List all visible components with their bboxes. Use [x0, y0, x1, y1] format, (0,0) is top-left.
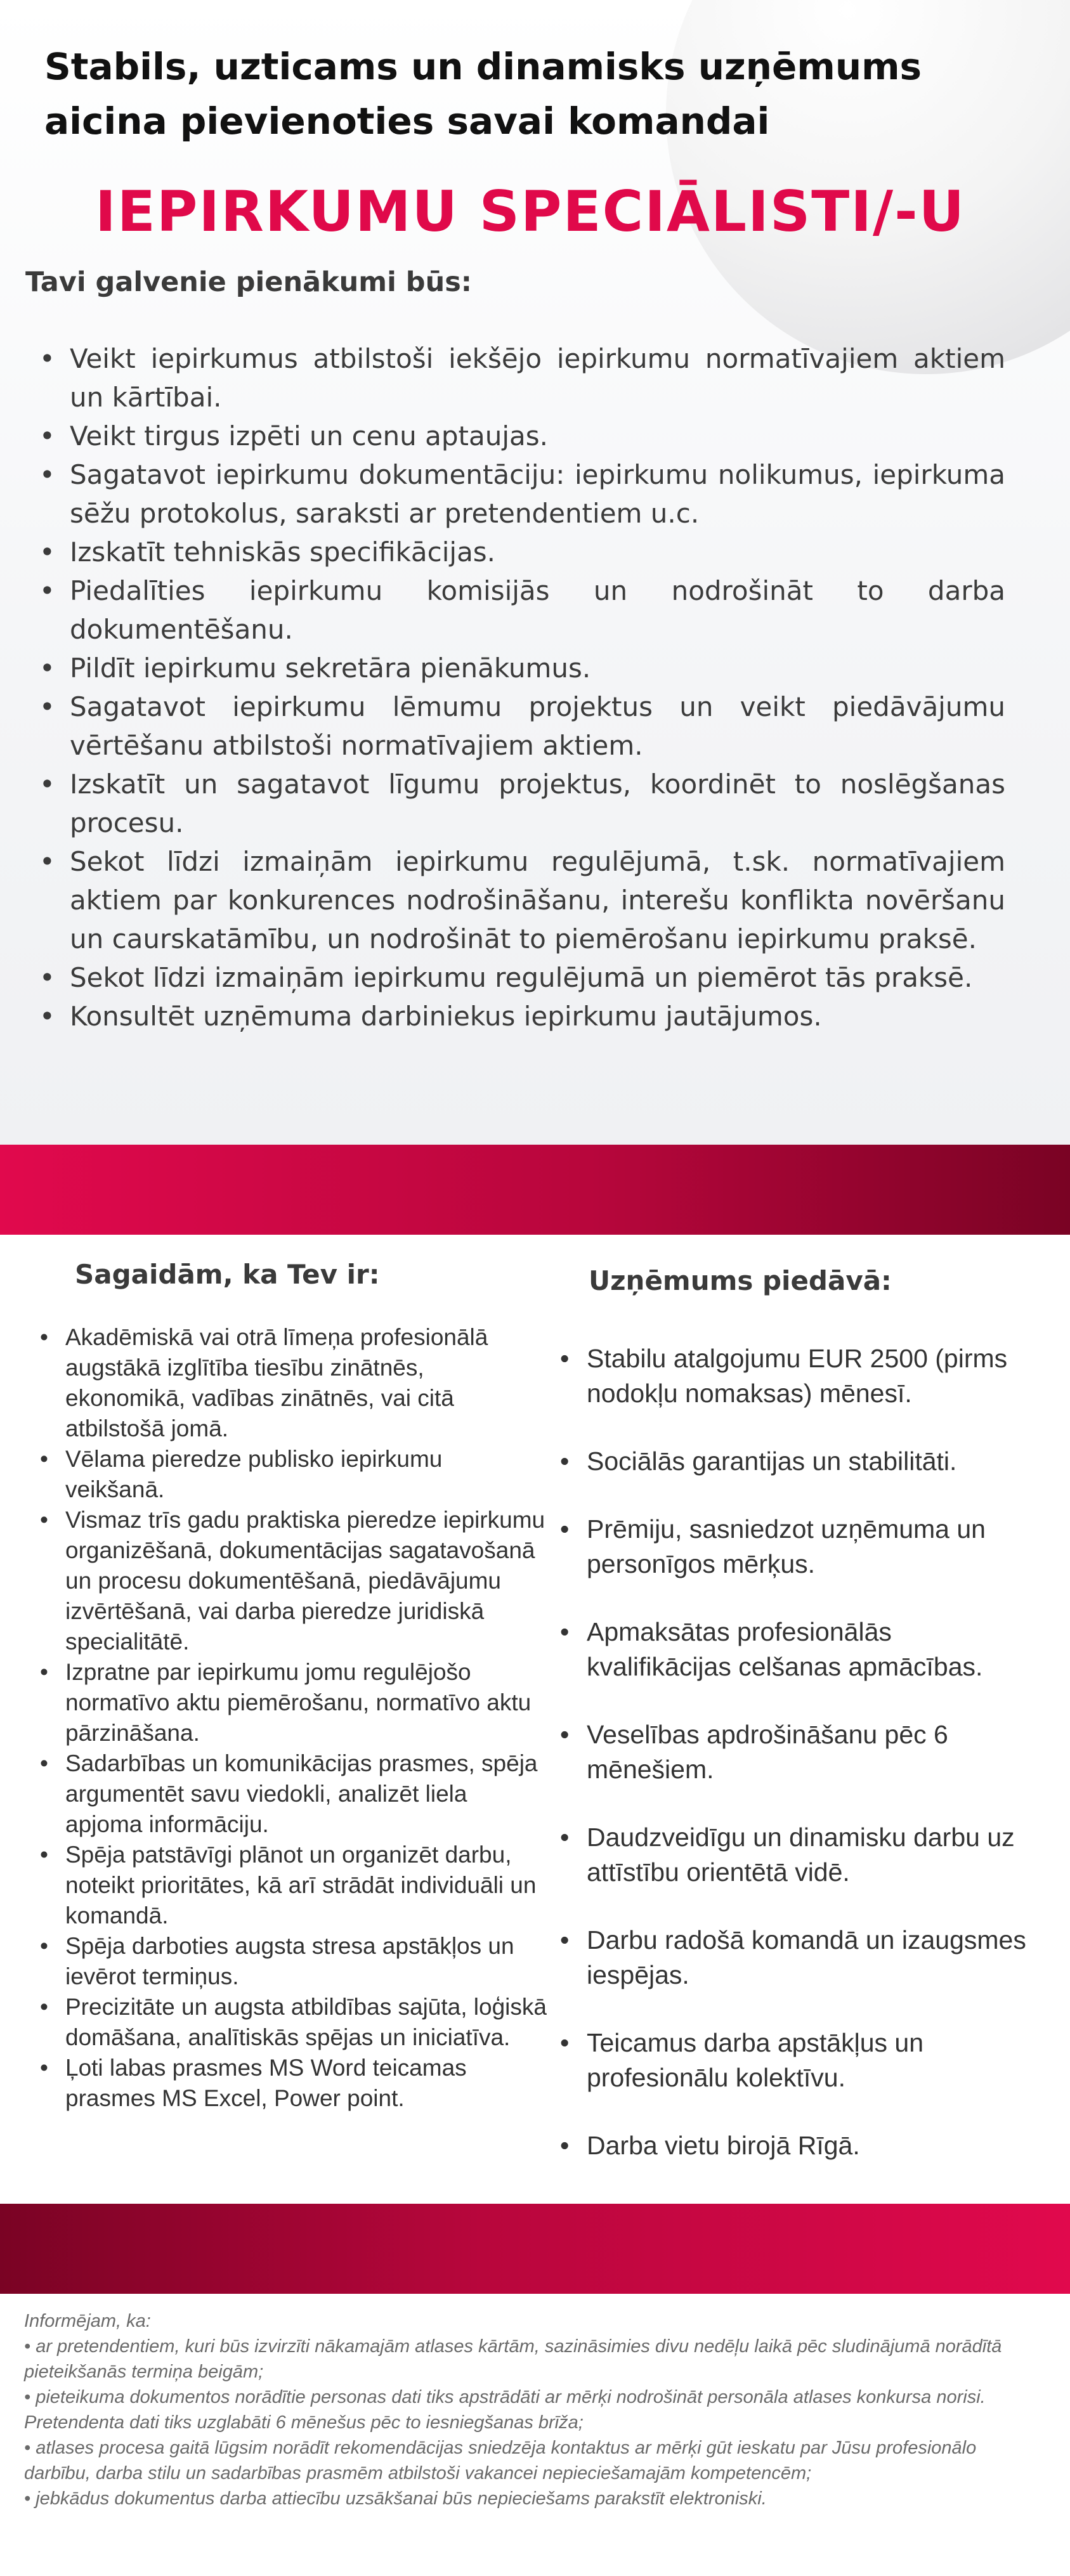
duties-list	[70, 339, 1005, 1036]
requirement-item: • Vismaz trīs gadu praktiska pieredze iepirkumu organizēšanā, dokumentācijas sagatavošanā un procesu dokumentēšanā, piedāvājumu izvērtēšanā, vai darba pieredze juridiskā specialitātē.	[65, 1505, 547, 1657]
notice-line: • atlases procesa gaitā lūgsim norādīt rekomendācijas sniedzēja kontaktus ar mērķi gūt ieskatu par Jūsu profesionālo darbību, darba stilu un sadarbības prasmēm atbilstoši vakancei nepieciešamajām kompetencēm;	[24, 2438, 977, 2483]
requirement-item: • Spēja darboties augsta stresa apstākļos un ievērot termiņus.	[65, 1931, 547, 1992]
duty-item: • Sekot līdzi izmaiņām iepirkumu regulējumā un piemērot tās praksē.	[70, 958, 1005, 997]
requirements-list	[65, 1322, 547, 2114]
header-section	[0, 0, 1070, 1145]
offer-item: • Darba vietu birojā Rīgā.	[587, 2128, 1043, 2163]
privacy-notice	[24, 2308, 1045, 2511]
offer-item: • Sociālās garantijas un stabilitāti.	[587, 1444, 1043, 1479]
duty-item: • Veikt tirgus izpēti un cenu aptaujas.	[70, 417, 1005, 455]
duty-item: • Piedalīties iepirkumu komisijās un nodrošināt to darba dokumentēšanu.	[70, 571, 1005, 649]
notice-line: • pieteikuma dokumentos norādītie personas dati tiks apstrādāti ar mērķi nodrošināt personāla atlases konkursa norisi. Pretendenta dati tiks uzglabāti 6 mēnešus pēc to iesniegšanas brīža;	[24, 2387, 986, 2433]
divider-band-bottom	[0, 2204, 1070, 2294]
notice-line: • ar pretendentiem, kuri būs izvirzīti nākamajām atlases kārtām, sazināsimies divu nedēļu laikā pēc sludinājumā norādītā pieteikšanās termiņa beigām;	[24, 2336, 1002, 2382]
duty-item: • Sekot līdzi izmaiņām iepirkumu regulējumā, t.sk. normatīvajiem aktiem par konkurences nodrošināšanu, interešu konflikta novēršanu un caurskatāmību, un nodrošināt to piemērošanu iepirkumu praksē.	[70, 842, 1005, 958]
requirements-heading: Sagaidām, ka Tev ir:	[75, 1259, 380, 1290]
offer-item: • Prēmiju, sasniedzot uzņēmuma un personīgos mērķus.	[587, 1512, 1043, 1582]
duties-heading: Tavi galvenie pienākumi būs:	[25, 266, 472, 298]
requirement-item: • Precizitāte un augsta atbildības sajūta, loģiskā domāšana, analītiskās spējas un iniciatīva.	[65, 1992, 547, 2053]
requirement-item: • Izpratne par iepirkumu jomu regulējošo normatīvo aktu piemērošanu, normatīvo aktu pārzināšana.	[65, 1657, 547, 1748]
duty-item: • Pildīt iepirkumu sekretāra pienākumus.	[70, 649, 1005, 687]
duty-item: • Izskatīt tehniskās specifikācijas.	[70, 533, 1005, 571]
requirement-item: • Spēja patstāvīgi plānot un organizēt darbu, noteikt prioritātes, kā arī strādāt individuāli un komandā.	[65, 1840, 547, 1931]
notice-intro: Informējam, ka:	[24, 2311, 151, 2331]
duty-item: • Izskatīt un sagatavot līgumu projektus, koordinēt to noslēgšanas procesu.	[70, 765, 1005, 842]
offer-item: • Daudzveidīgu un dinamisku darbu uz attīstību orientētā vidē.	[587, 1820, 1043, 1890]
notice-line: • jebkādus dokumentus darba attiecību uzsākšanai būs nepieciešams parakstīt elektroniski.	[24, 2488, 767, 2509]
offer-heading: Uzņēmums piedāvā:	[589, 1265, 892, 1296]
duty-item: • Konsultēt uzņēmuma darbiniekus iepirkumu jautājumos.	[70, 997, 1005, 1036]
duty-item: • Sagatavot iepirkumu lēmumu projektus un veikt piedāvājumu vērtēšanu atbilstoši normatīvajiem aktiem.	[70, 687, 1005, 765]
position-title: IEPIRKUMU SPECIĀLISTI/-U	[95, 179, 966, 244]
offer-item: • Apmaksātas profesionālās kvalifikācijas celšanas apmācības.	[587, 1615, 1043, 1684]
divider-band-top	[0, 1145, 1070, 1235]
offer-item: • Stabilu atalgojumu EUR 2500 (pirms nodokļu nomaksas) mēnesī.	[587, 1341, 1043, 1411]
requirement-item: • Akadēmiskā vai otrā līmeņa profesionālā augstākā izglītība tiesību zinātnēs, ekonomikā, vadības zinātnēs, vai citā atbilstošā jomā.	[65, 1322, 547, 1444]
offer-item: • Veselības apdrošināšanu pēc 6 mēnešiem.	[587, 1717, 1043, 1787]
offer-item: • Teicamus darba apstākļus un profesionālu kolektīvu.	[587, 2026, 1043, 2095]
offer-item: • Darbu radošā komandā un izaugsmes iespējas.	[587, 1923, 1043, 1993]
offer-list	[587, 1341, 1043, 2196]
duty-item: • Veikt iepirkumus atbilstoši iekšējo iepirkumu normatīvajiem aktiem un kārtībai.	[70, 339, 1005, 417]
headline: Stabils, uzticams un dinamisks uzņēmums aicina pievienoties savai komandai	[44, 45, 922, 143]
duty-item: • Sagatavot iepirkumu dokumentāciju: iepirkumu nolikumus, iepirkuma sēžu protokolus, saraksti ar pretendentiem u.c.	[70, 455, 1005, 533]
requirement-item: • Ļoti labas prasmes MS Word teicamas prasmes MS Excel, Power point.	[65, 2053, 547, 2114]
requirement-item: • Sadarbības un komunikācijas prasmes, spēja argumentēt savu viedokli, analizēt liela apjoma informāciju.	[65, 1748, 547, 1840]
requirement-item: • Vēlama pieredze publisko iepirkumu veikšanā.	[65, 1444, 547, 1505]
